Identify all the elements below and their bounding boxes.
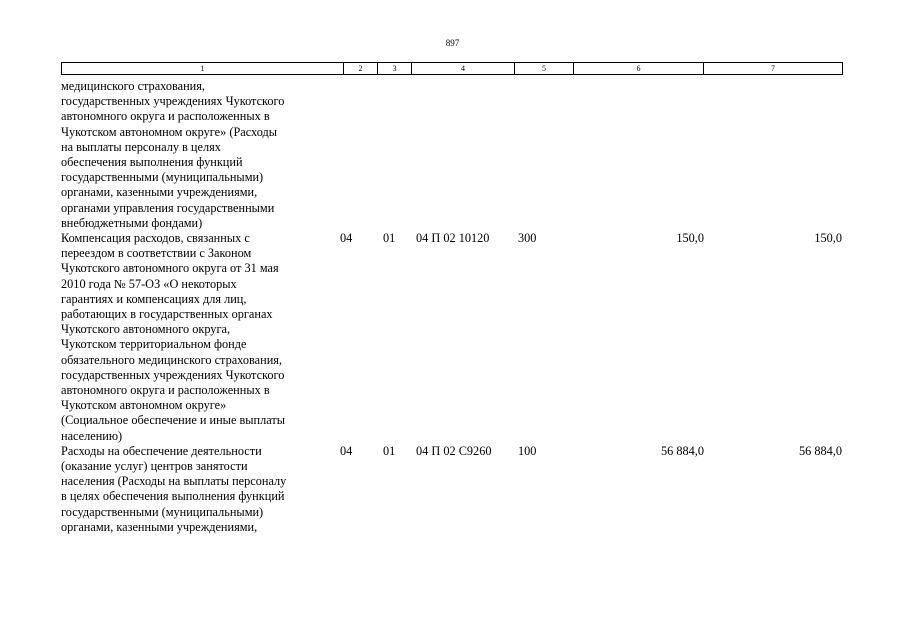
section-code: 04 (340, 443, 353, 458)
column-header: 4 (412, 63, 515, 75)
column-header: 6 (574, 63, 704, 75)
table-row (61, 231, 842, 444)
table-body (61, 79, 842, 535)
column-header: 5 (515, 63, 574, 75)
subsection-code: 01 (383, 231, 396, 246)
expense-type-code: 100 (518, 443, 537, 458)
row-description: Расходы на обеспечение деятельности (оказание услуг) центров занятости населения (Расходы на выплаты персоналу в целях обеспечения выполнения функций государственными (муниципальными) органами, казенными учреждениями, (61, 443, 287, 534)
target-article-code: 04 П 02 С9260 (416, 443, 492, 458)
page-number: 897 (445, 38, 460, 48)
target-article-code: 04 П 02 10120 (416, 231, 490, 246)
column-header: 3 (378, 63, 412, 75)
row-description: Компенсация расходов, связанных с переездом в соответствии с Законом Чукотского автономного округа от 31 мая 2010 года № 57-ОЗ «О некоторых гарантиях и компенсациях для лиц, работающих в государственных органах Чукотского автономного округа, Чукотском территориальном фонде обязательного медицинского страхования, государственных учреждениях Чукотского автономного округа и расположенных в Чукотском автономном округе» (Социальное обеспечение и иные выплаты населению) (61, 231, 286, 443)
column-header: 2 (344, 63, 378, 75)
column-header: 7 (704, 63, 843, 75)
subsection-code: 01 (383, 443, 396, 458)
table-header (61, 62, 843, 75)
amount-column-6: 56 884,0 (660, 443, 704, 458)
row-description: медицинского страхования, государственных учреждениях Чукотского автономного округа и расположенных в Чукотском автономном округе» (Расходы на выплаты персоналу в целях обеспечения выполнения функций государственными (муниципальными) органами, казенными учреждениями, органами управления государственными внебюджетными фондами) (61, 79, 285, 230)
table-row (61, 79, 842, 231)
table-row (61, 444, 842, 535)
amount-column-7: 56 884,0 (798, 443, 842, 458)
amount-column-6: 150,0 (676, 231, 704, 246)
section-code: 04 (340, 231, 353, 246)
column-header: 1 (62, 63, 344, 75)
expense-type-code: 300 (518, 231, 537, 246)
amount-column-7: 150,0 (814, 231, 842, 246)
